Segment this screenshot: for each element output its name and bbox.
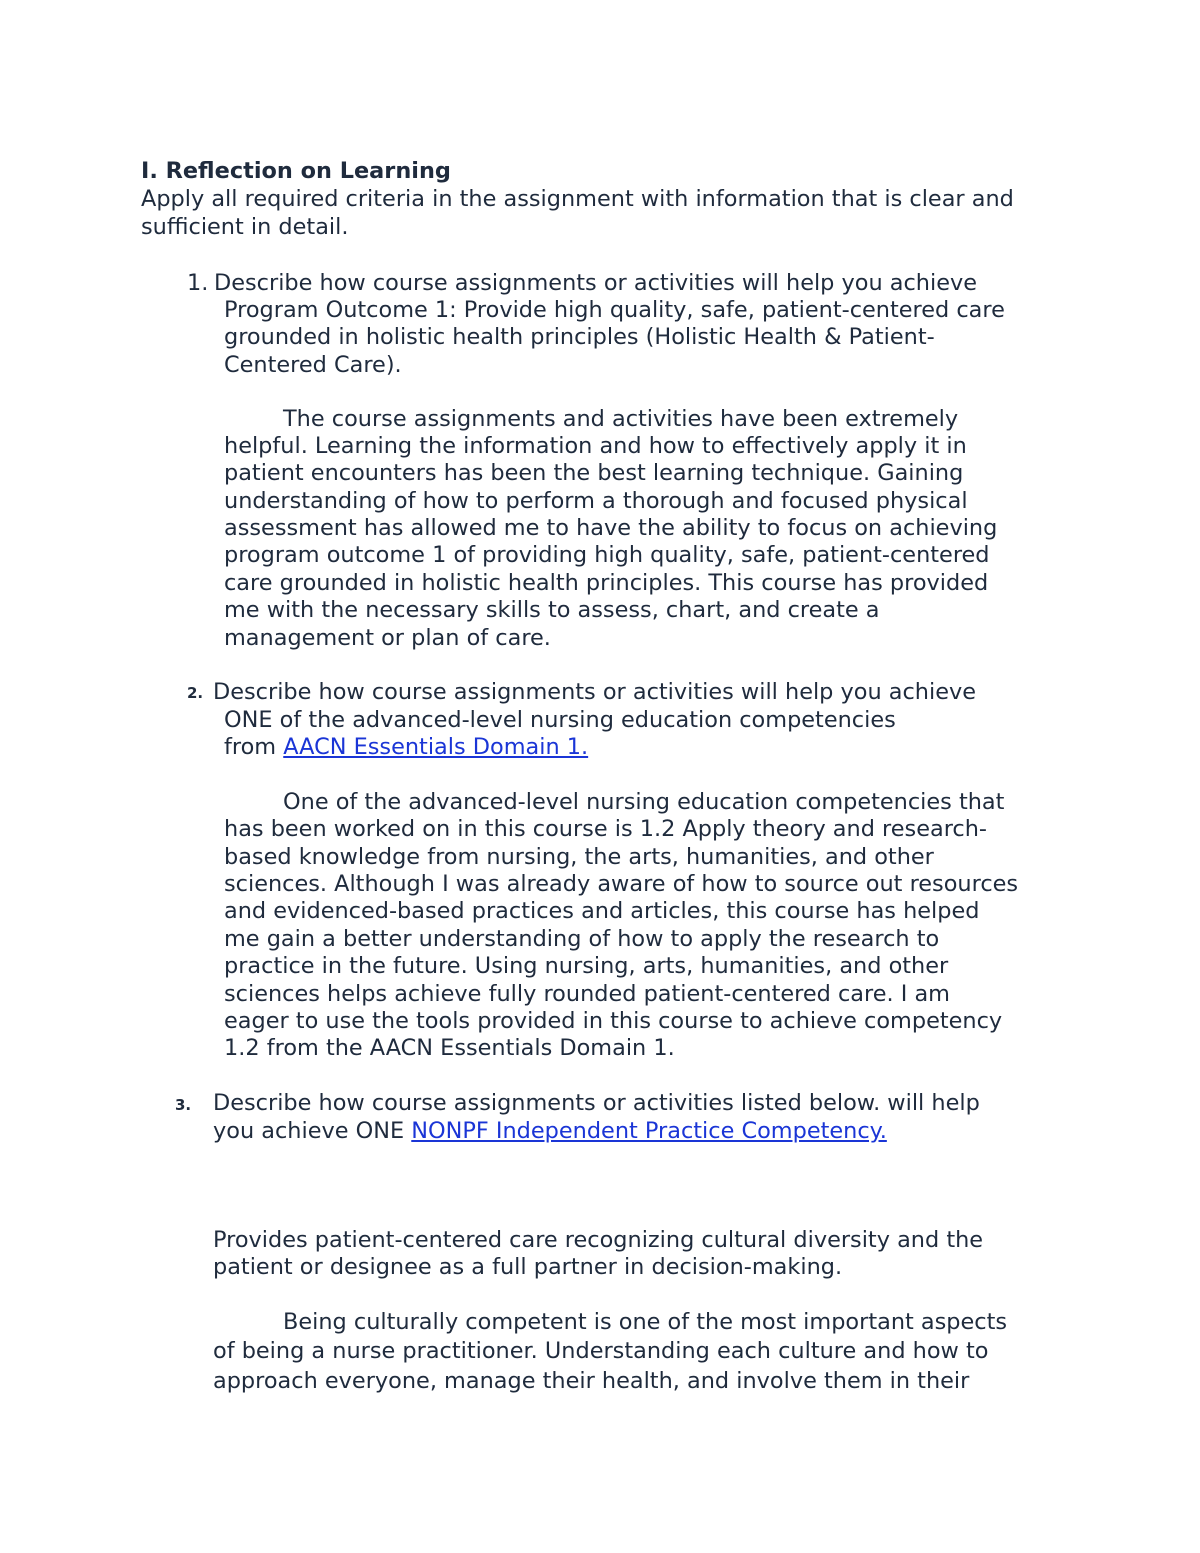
answer-line: One of the advanced-level nursing education competencies that	[283, 789, 1005, 815]
prompt-prefix-text: you achieve ONE	[213, 1118, 412, 1144]
answer-line: sciences helps achieve fully rounded patient-centered care. I am	[224, 981, 950, 1007]
item-number: 1.	[187, 270, 209, 296]
answer-line: practice in the future. Using nursing, arts, humanities, and other	[224, 953, 949, 979]
answer-line: approach everyone, manage their health, and involve them in their	[213, 1368, 970, 1394]
answer-line: 1.2 from the AACN Essentials Domain 1.	[224, 1035, 675, 1061]
answer-line: eager to use the tools provided in this course to achieve competency	[224, 1008, 1003, 1034]
prompt-from-text: from	[224, 734, 284, 760]
item-prompt-line: grounded in holistic health principles (Holistic Health & Patient-	[224, 324, 935, 350]
answer-line: management or plan of care.	[224, 625, 551, 651]
item-prompt-line: Describe how course assignments or activities will help you achieve	[214, 270, 978, 296]
answer-line: of being a nurse practitioner. Understanding each culture and how to	[213, 1338, 989, 1364]
answer-line: and evidenced-based practices and articles, this course has helped	[224, 898, 980, 924]
section-title: I. Reflection on Learning	[141, 158, 451, 184]
item-prompt-line: Describe how course assignments or activities will help you achieve	[213, 679, 977, 705]
answer-line: patient encounters has been the best learning technique. Gaining	[224, 460, 964, 486]
answer-line: has been worked on in this course is 1.2 Apply theory and research-	[224, 816, 987, 842]
nonpf-competency-link[interactable]: NONPF Independent Practice Competency.	[411, 1118, 887, 1144]
item-number: 2.	[187, 684, 204, 702]
item-number: 3.	[175, 1096, 192, 1114]
answer-line: me with the necessary skills to assess, chart, and create a	[224, 597, 880, 623]
answer-line: assessment has allowed me to have the ability to focus on achieving	[224, 515, 998, 541]
item-prompt-line: Program Outcome 1: Provide high quality, safe, patient-centered care	[224, 297, 1005, 323]
item-prompt-line	[213, 1118, 887, 1145]
answer-line: care grounded in holistic health principles. This course has provided	[224, 570, 989, 596]
answer-line: helpful. Learning the information and how to effectively apply it in	[224, 433, 967, 459]
answer-line: Being culturally competent is one of the most important aspects	[283, 1309, 1008, 1335]
instructions-line: sufficient in detail.	[141, 214, 349, 240]
answer-line: based knowledge from nursing, the arts, humanities, and other	[224, 844, 934, 870]
answer-line: understanding of how to perform a thorough and focused physical	[224, 488, 968, 514]
aacn-essentials-link[interactable]: AACN Essentials Domain 1.	[283, 734, 589, 760]
item-prompt-line: Describe how course assignments or activities listed below. will help	[213, 1090, 980, 1116]
answer-line: sciences. Although I was already aware of how to source out resources	[224, 871, 1019, 897]
item-prompt-line: Centered Care).	[224, 352, 402, 378]
answer-line: program outcome 1 of providing high quality, safe, patient-centered	[224, 542, 990, 568]
competency-line: patient or designee as a full partner in decision-making.	[213, 1254, 843, 1280]
instructions-line: Apply all required criteria in the assignment with information that is clear and	[141, 186, 1014, 212]
competency-line: Provides patient-centered care recognizing cultural diversity and the	[213, 1227, 984, 1253]
item-prompt-line: ONE of the advanced-level nursing education competencies	[224, 707, 896, 733]
item-prompt-line	[224, 734, 588, 761]
answer-line: me gain a better understanding of how to apply the research to	[224, 926, 940, 952]
answer-line: The course assignments and activities have been extremely	[283, 406, 959, 432]
